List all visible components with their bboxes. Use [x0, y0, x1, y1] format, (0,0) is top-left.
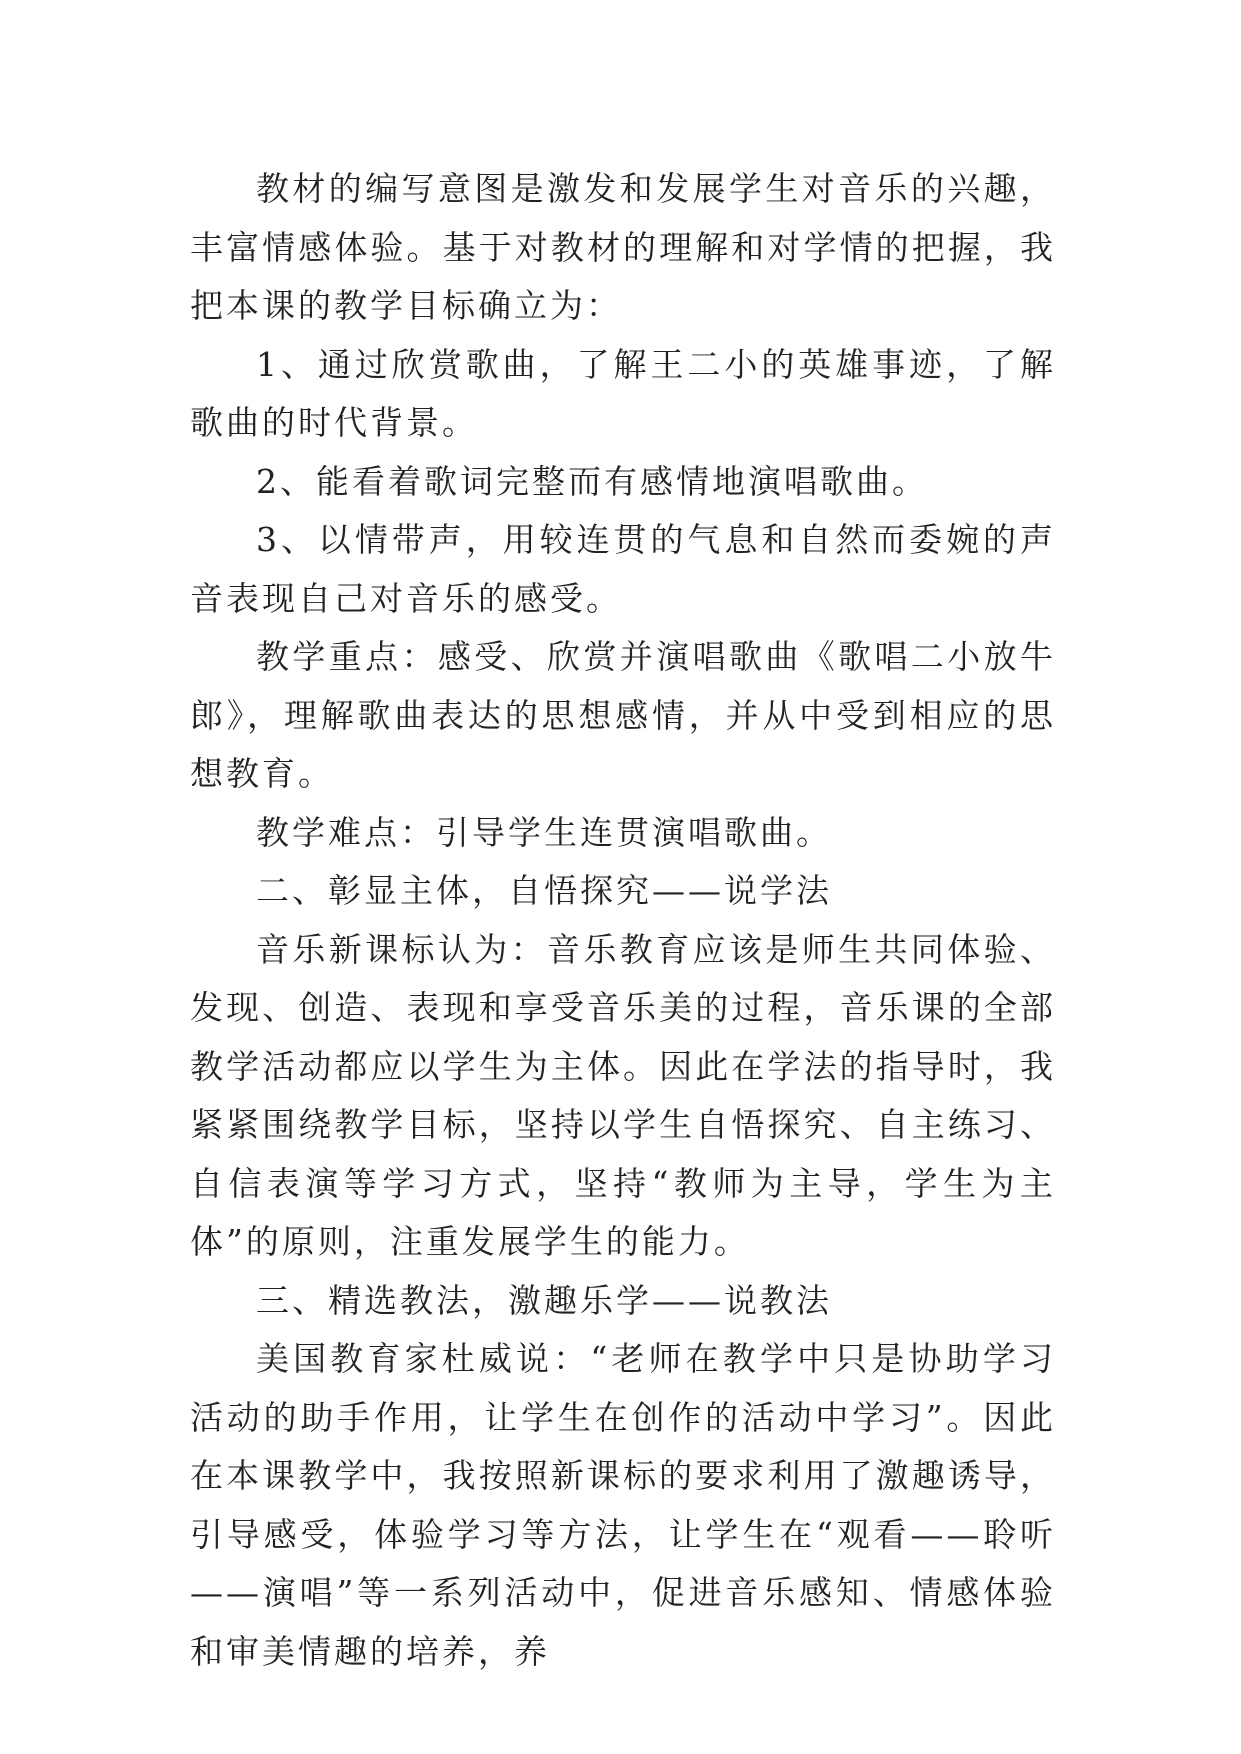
paragraph-goal-3: 3、以情带声，用较连贯的气息和自然而委婉的声音表现自己对音乐的感受。: [190, 520, 1056, 618]
paragraph-goal-2: 2、能看着歌词完整而有感情地演唱歌曲。: [256, 461, 928, 501]
document-body: [190, 160, 1056, 1681]
paragraph-teaching-method: 美国教育家杜威说：“老师在教学中只是协助学习活动的助手作用，让学生在创作的活动中学习”。因此在本课教学中，我按照新课标的要求利用了激趣诱导，引导感受，体验学习等方法，让学生在“观看——聆听——演唱”等一系列活动中，促进音乐感知、情感体验和审美情趣的培养，养: [190, 1339, 1056, 1671]
paragraph-learning-method: 音乐新课标认为：音乐教育应该是师生共同体验、发现、创造、表现和享受音乐美的过程，音乐课的全部教学活动都应以学生为主体。因此在学法的指导时，我紧紧围绕教学目标，坚持以学生自悟探究、自主练习、自信表演等学习方式，坚持“教师为主导，学生为主体”的原则，注重发展学生的能力。: [190, 929, 1056, 1261]
paragraph-key-points: 教学重点：感受、欣赏并演唱歌曲《歌唱二小放牛郎》，理解歌曲表达的思想感情，并从中受到相应的思想教育。: [190, 637, 1056, 793]
paragraph-intro: 教材的编写意图是激发和发展学生对音乐的兴趣，丰富情感体验。基于对教材的理解和对学情的把握，我把本课的教学目标确立为：: [190, 169, 1056, 325]
paragraph-goal-1: 1、通过欣赏歌曲，了解王二小的英雄事迹，了解歌曲的时代背景。: [190, 344, 1056, 442]
section-heading-teaching-method: 三、精选教法，激趣乐学——说教法: [256, 1280, 832, 1320]
paragraph-difficulty: 教学难点：引导学生连贯演唱歌曲。: [256, 812, 832, 852]
section-heading-learning-method: 二、彰显主体，自悟探究——说学法: [256, 871, 832, 910]
